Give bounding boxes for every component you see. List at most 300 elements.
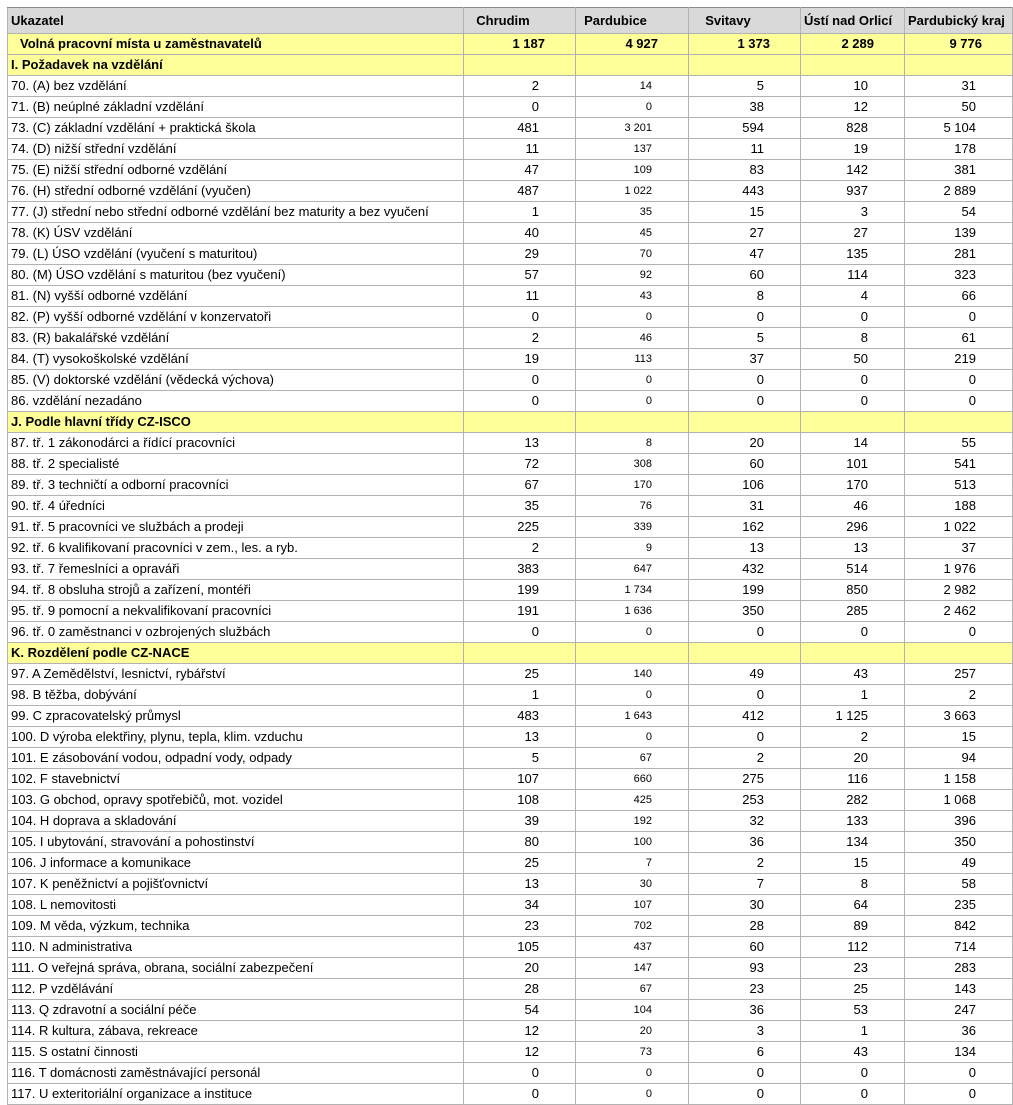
section-empty-cell [576, 412, 689, 433]
row-label: 89. tř. 3 techničtí a odborní pracovníci [8, 475, 464, 496]
table-row [8, 76, 1013, 97]
cell-value: 53 [801, 1000, 905, 1021]
cell-value: 5 [689, 328, 801, 349]
cell-value: 104 [576, 1000, 689, 1021]
cell-value: 0 [689, 370, 801, 391]
cell-value: 3 [689, 1021, 801, 1042]
cell-value: 20 [801, 748, 905, 769]
section-empty-cell [576, 643, 689, 664]
cell-value: 67 [576, 748, 689, 769]
cell-value: 0 [801, 622, 905, 643]
section-empty-cell [801, 643, 905, 664]
cell-value: 13 [801, 538, 905, 559]
row-label: 87. tř. 1 zákonodárci a řídící pracovníci [8, 433, 464, 454]
table-row [8, 1063, 1013, 1084]
cell-value: 36 [689, 832, 801, 853]
total-value: 1 373 [689, 34, 801, 55]
cell-value: 437 [576, 937, 689, 958]
row-label: 96. tř. 0 zaměstnanci v ozbrojených službách [8, 622, 464, 643]
row-label: 88. tř. 2 specialisté [8, 454, 464, 475]
section-empty-cell [801, 412, 905, 433]
section-empty-cell [689, 55, 801, 76]
cell-value: 1 734 [576, 580, 689, 601]
table-row [8, 958, 1013, 979]
cell-value: 31 [905, 76, 1013, 97]
header-col-chrudim: Chrudim [464, 8, 576, 34]
row-label: 81. (N) vyšší odborné vzdělání [8, 286, 464, 307]
cell-value: 49 [905, 853, 1013, 874]
cell-value: 35 [464, 496, 576, 517]
cell-value: 0 [576, 622, 689, 643]
cell-value: 83 [689, 160, 801, 181]
cell-value: 134 [905, 1042, 1013, 1063]
cell-value: 828 [801, 118, 905, 139]
table-row [8, 559, 1013, 580]
cell-value: 647 [576, 559, 689, 580]
header-row [8, 8, 1013, 34]
cell-value: 47 [464, 160, 576, 181]
cell-value: 29 [464, 244, 576, 265]
cell-value: 32 [689, 811, 801, 832]
cell-value: 0 [905, 307, 1013, 328]
cell-value: 350 [689, 601, 801, 622]
header-label: Ukazatel [8, 8, 464, 34]
cell-value: 10 [801, 76, 905, 97]
cell-value: 842 [905, 916, 1013, 937]
cell-value: 67 [464, 475, 576, 496]
row-label: 98. B těžba, dobývání [8, 685, 464, 706]
cell-value: 43 [801, 664, 905, 685]
cell-value: 396 [905, 811, 1013, 832]
cell-value: 93 [689, 958, 801, 979]
cell-value: 514 [801, 559, 905, 580]
cell-value: 108 [464, 790, 576, 811]
cell-value: 55 [905, 433, 1013, 454]
cell-value: 137 [576, 139, 689, 160]
cell-value: 61 [905, 328, 1013, 349]
row-label: 82. (P) vyšší odborné vzdělání v konzervatoři [8, 307, 464, 328]
header-col-pardubice: Pardubice [576, 8, 689, 34]
row-label: 112. P vzdělávání [8, 979, 464, 1000]
cell-value: 13 [464, 433, 576, 454]
cell-value: 30 [576, 874, 689, 895]
cell-value: 23 [689, 979, 801, 1000]
cell-value: 107 [464, 769, 576, 790]
table-row [8, 496, 1013, 517]
cell-value: 0 [689, 307, 801, 328]
cell-value: 1 125 [801, 706, 905, 727]
cell-value: 0 [905, 1084, 1013, 1105]
table-row [8, 244, 1013, 265]
cell-value: 66 [905, 286, 1013, 307]
cell-value: 135 [801, 244, 905, 265]
cell-value: 140 [576, 664, 689, 685]
cell-value: 0 [576, 685, 689, 706]
cell-value: 0 [464, 97, 576, 118]
row-label: 92. tř. 6 kvalifikovaní pracovníci v zem., les. a ryb. [8, 538, 464, 559]
table-row [8, 202, 1013, 223]
table-row [8, 265, 1013, 286]
row-label: 79. (L) ÚSO vzdělání (vyučení s maturitou) [8, 244, 464, 265]
cell-value: 46 [801, 496, 905, 517]
row-label: 84. (T) vysokoškolské vzdělání [8, 349, 464, 370]
cell-value: 76 [576, 496, 689, 517]
row-label: 70. (A) bez vzdělání [8, 76, 464, 97]
cell-value: 4 [801, 286, 905, 307]
table-row [8, 916, 1013, 937]
cell-value: 60 [689, 937, 801, 958]
table-row [8, 1000, 1013, 1021]
cell-value: 13 [464, 874, 576, 895]
cell-value: 3 663 [905, 706, 1013, 727]
cell-value: 6 [689, 1042, 801, 1063]
cell-value: 702 [576, 916, 689, 937]
cell-value: 0 [576, 727, 689, 748]
cell-value: 50 [801, 349, 905, 370]
cell-value: 13 [464, 727, 576, 748]
cell-value: 20 [464, 958, 576, 979]
cell-value: 487 [464, 181, 576, 202]
cell-value: 2 [801, 727, 905, 748]
row-label: 115. S ostatní činnosti [8, 1042, 464, 1063]
cell-value: 296 [801, 517, 905, 538]
cell-value: 8 [689, 286, 801, 307]
row-label: 109. M věda, výzkum, technika [8, 916, 464, 937]
row-label: 103. G obchod, opravy spotřebičů, mot. vozidel [8, 790, 464, 811]
table-row [8, 307, 1013, 328]
table-row [8, 874, 1013, 895]
section-title: K. Rozdělení podle CZ-NACE [8, 643, 464, 664]
cell-value: 0 [689, 727, 801, 748]
cell-value: 50 [905, 97, 1013, 118]
cell-value: 2 [464, 538, 576, 559]
header-col-kraj: Pardubický kraj [905, 8, 1013, 34]
row-label: 108. L nemovitosti [8, 895, 464, 916]
row-label: 71. (B) neúplné základní vzdělání [8, 97, 464, 118]
cell-value: 850 [801, 580, 905, 601]
total-row [8, 34, 1013, 55]
total-value: 4 927 [576, 34, 689, 55]
cell-value: 12 [464, 1021, 576, 1042]
section-empty-cell [576, 55, 689, 76]
cell-value: 247 [905, 1000, 1013, 1021]
section-empty-cell [905, 412, 1013, 433]
cell-value: 432 [689, 559, 801, 580]
table-body [8, 8, 1013, 1105]
cell-value: 2 [689, 853, 801, 874]
cell-value: 13 [689, 538, 801, 559]
table-row [8, 223, 1013, 244]
table-row [8, 517, 1013, 538]
cell-value: 46 [576, 328, 689, 349]
table-row [8, 727, 1013, 748]
cell-value: 275 [689, 769, 801, 790]
cell-value: 412 [689, 706, 801, 727]
cell-value: 25 [801, 979, 905, 1000]
cell-value: 350 [905, 832, 1013, 853]
cell-value: 47 [689, 244, 801, 265]
cell-value: 60 [689, 454, 801, 475]
cell-value: 0 [464, 370, 576, 391]
cell-value: 0 [576, 391, 689, 412]
table-row [8, 790, 1013, 811]
row-label: 95. tř. 9 pomocní a nekvalifikovaní pracovníci [8, 601, 464, 622]
section-empty-cell [464, 55, 576, 76]
cell-value: 27 [801, 223, 905, 244]
cell-value: 64 [801, 895, 905, 916]
cell-value: 0 [801, 391, 905, 412]
cell-value: 443 [689, 181, 801, 202]
cell-value: 100 [576, 832, 689, 853]
cell-value: 112 [801, 937, 905, 958]
cell-value: 25 [464, 664, 576, 685]
row-label: 75. (E) nižší střední odborné vzdělání [8, 160, 464, 181]
cell-value: 1 068 [905, 790, 1013, 811]
row-label: 74. (D) nižší střední vzdělání [8, 139, 464, 160]
cell-value: 7 [689, 874, 801, 895]
table-row [8, 769, 1013, 790]
table-row [8, 160, 1013, 181]
row-label: 117. U exteritoriální organizace a instituce [8, 1084, 464, 1105]
cell-value: 1 [464, 202, 576, 223]
cell-value: 257 [905, 664, 1013, 685]
cell-value: 105 [464, 937, 576, 958]
section-empty-cell [905, 643, 1013, 664]
total-value: 1 187 [464, 34, 576, 55]
cell-value: 483 [464, 706, 576, 727]
row-label: 105. I ubytování, stravování a pohostinství [8, 832, 464, 853]
row-label: 111. O veřejná správa, obrana, sociální zabezpečení [8, 958, 464, 979]
table-row [8, 580, 1013, 601]
row-label: 94. tř. 8 obsluha strojů a zařízení, montéři [8, 580, 464, 601]
header-col-svitavy: Svitavy [689, 8, 801, 34]
cell-value: 0 [576, 370, 689, 391]
cell-value: 72 [464, 454, 576, 475]
section-row [8, 55, 1013, 76]
table-row [8, 979, 1013, 1000]
cell-value: 15 [689, 202, 801, 223]
cell-value: 199 [689, 580, 801, 601]
cell-value: 7 [576, 853, 689, 874]
row-label: 78. (K) ÚSV vzdělání [8, 223, 464, 244]
cell-value: 323 [905, 265, 1013, 286]
cell-value: 235 [905, 895, 1013, 916]
cell-value: 143 [905, 979, 1013, 1000]
cell-value: 80 [464, 832, 576, 853]
table-row [8, 748, 1013, 769]
table-row [8, 853, 1013, 874]
cell-value: 0 [464, 1084, 576, 1105]
row-label: 85. (V) doktorské vzdělání (vědecká výchova) [8, 370, 464, 391]
cell-value: 714 [905, 937, 1013, 958]
cell-value: 0 [689, 1084, 801, 1105]
cell-value: 0 [905, 370, 1013, 391]
section-empty-cell [905, 55, 1013, 76]
table-row [8, 97, 1013, 118]
cell-value: 0 [801, 370, 905, 391]
row-label: 97. A Zemědělství, lesnictví, rybářství [8, 664, 464, 685]
cell-value: 1 636 [576, 601, 689, 622]
table-row [8, 685, 1013, 706]
row-label: 86. vzdělání nezadáno [8, 391, 464, 412]
cell-value: 5 [464, 748, 576, 769]
cell-value: 36 [905, 1021, 1013, 1042]
cell-value: 225 [464, 517, 576, 538]
cell-value: 35 [576, 202, 689, 223]
row-label: 83. (R) bakalářské vzdělání [8, 328, 464, 349]
cell-value: 0 [464, 391, 576, 412]
cell-value: 2 [905, 685, 1013, 706]
table-row [8, 370, 1013, 391]
table-row [8, 811, 1013, 832]
cell-value: 0 [464, 307, 576, 328]
cell-value: 253 [689, 790, 801, 811]
cell-value: 60 [689, 265, 801, 286]
cell-value: 114 [801, 265, 905, 286]
cell-value: 39 [464, 811, 576, 832]
table-row [8, 433, 1013, 454]
table-row [8, 937, 1013, 958]
cell-value: 481 [464, 118, 576, 139]
cell-value: 20 [689, 433, 801, 454]
table-row [8, 538, 1013, 559]
cell-value: 0 [905, 1063, 1013, 1084]
cell-value: 170 [801, 475, 905, 496]
table-row [8, 118, 1013, 139]
table-row [8, 1084, 1013, 1105]
cell-value: 5 104 [905, 118, 1013, 139]
cell-value: 9 [576, 538, 689, 559]
table-row [8, 664, 1013, 685]
table-row [8, 1021, 1013, 1042]
table-row [8, 1042, 1013, 1063]
row-label: 93. tř. 7 řemeslníci a opraváři [8, 559, 464, 580]
cell-value: 28 [689, 916, 801, 937]
cell-value: 199 [464, 580, 576, 601]
cell-value: 12 [464, 1042, 576, 1063]
cell-value: 1 643 [576, 706, 689, 727]
cell-value: 106 [689, 475, 801, 496]
cell-value: 113 [576, 349, 689, 370]
cell-value: 23 [464, 916, 576, 937]
cell-value: 11 [464, 139, 576, 160]
cell-value: 58 [905, 874, 1013, 895]
cell-value: 0 [689, 622, 801, 643]
row-label: 107. K peněžnictví a pojišťovnictví [8, 874, 464, 895]
cell-value: 5 [689, 76, 801, 97]
table-row [8, 328, 1013, 349]
cell-value: 70 [576, 244, 689, 265]
cell-value: 14 [801, 433, 905, 454]
row-label: 116. T domácnosti zaměstnávající personál [8, 1063, 464, 1084]
cell-value: 162 [689, 517, 801, 538]
header-col-usti: Ústí nad Orlicí [801, 8, 905, 34]
table-row [8, 475, 1013, 496]
total-label: Volná pracovní místa u zaměstnavatelů [8, 34, 464, 55]
cell-value: 2 982 [905, 580, 1013, 601]
row-label: 73. (C) základní vzdělání + praktická škola [8, 118, 464, 139]
row-label: 80. (M) ÚSO vzdělání s maturitou (bez vyučení) [8, 265, 464, 286]
cell-value: 188 [905, 496, 1013, 517]
cell-value: 383 [464, 559, 576, 580]
cell-value: 54 [464, 1000, 576, 1021]
cell-value: 0 [576, 1084, 689, 1105]
cell-value: 109 [576, 160, 689, 181]
row-label: 113. Q zdravotní a sociální péče [8, 1000, 464, 1021]
cell-value: 0 [801, 1063, 905, 1084]
cell-value: 0 [464, 622, 576, 643]
cell-value: 0 [576, 1063, 689, 1084]
section-row [8, 643, 1013, 664]
cell-value: 660 [576, 769, 689, 790]
section-empty-cell [689, 412, 801, 433]
cell-value: 31 [689, 496, 801, 517]
cell-value: 0 [905, 622, 1013, 643]
cell-value: 281 [905, 244, 1013, 265]
cell-value: 25 [464, 853, 576, 874]
cell-value: 192 [576, 811, 689, 832]
row-label: 90. tř. 4 úředníci [8, 496, 464, 517]
cell-value: 2 462 [905, 601, 1013, 622]
cell-value: 1 022 [905, 517, 1013, 538]
cell-value: 40 [464, 223, 576, 244]
cell-value: 219 [905, 349, 1013, 370]
row-label: 104. H doprava a skladování [8, 811, 464, 832]
cell-value: 0 [689, 391, 801, 412]
cell-value: 0 [689, 1063, 801, 1084]
section-empty-cell [464, 412, 576, 433]
cell-value: 23 [801, 958, 905, 979]
cell-value: 14 [576, 76, 689, 97]
cell-value: 3 [801, 202, 905, 223]
cell-value: 38 [689, 97, 801, 118]
cell-value: 0 [576, 97, 689, 118]
total-value: 2 289 [801, 34, 905, 55]
section-empty-cell [464, 643, 576, 664]
cell-value: 2 [689, 748, 801, 769]
row-label: 76. (H) střední odborné vzdělání (vyučen) [8, 181, 464, 202]
section-row [8, 412, 1013, 433]
cell-value: 45 [576, 223, 689, 244]
cell-value: 283 [905, 958, 1013, 979]
cell-value: 0 [905, 391, 1013, 412]
row-label: 106. J informace a komunikace [8, 853, 464, 874]
cell-value: 134 [801, 832, 905, 853]
row-label: 91. tř. 5 pracovníci ve službách a prodeji [8, 517, 464, 538]
cell-value: 170 [576, 475, 689, 496]
cell-value: 12 [801, 97, 905, 118]
cell-value: 2 889 [905, 181, 1013, 202]
cell-value: 0 [576, 307, 689, 328]
table-row [8, 832, 1013, 853]
cell-value: 49 [689, 664, 801, 685]
row-label: 110. N administrativa [8, 937, 464, 958]
section-title: J. Podle hlavní třídy CZ-ISCO [8, 412, 464, 433]
cell-value: 425 [576, 790, 689, 811]
cell-value: 43 [801, 1042, 905, 1063]
cell-value: 73 [576, 1042, 689, 1063]
cell-value: 0 [801, 1084, 905, 1105]
cell-value: 1 [801, 685, 905, 706]
cell-value: 594 [689, 118, 801, 139]
cell-value: 1 158 [905, 769, 1013, 790]
cell-value: 101 [801, 454, 905, 475]
cell-value: 2 [464, 76, 576, 97]
row-label: 100. D výroba elektřiny, plynu, tepla, klim. vzduchu [8, 727, 464, 748]
row-label: 102. F stavebnictví [8, 769, 464, 790]
cell-value: 30 [689, 895, 801, 916]
cell-value: 0 [689, 685, 801, 706]
